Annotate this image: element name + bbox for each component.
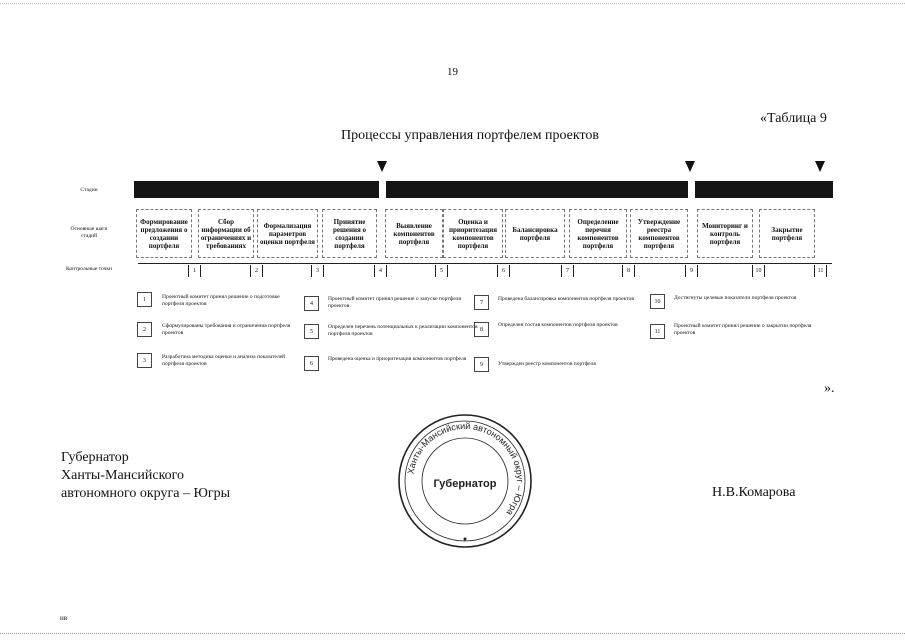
legend-text: Разработана методика оценки и анализа показателей портфеля проектов xyxy=(162,354,286,367)
checkpoint: 11 xyxy=(814,265,827,277)
legend-text: Определен состав компонентов портфеля проектов xyxy=(498,322,618,328)
governor-line: автономного округа – Югры xyxy=(61,486,230,501)
legend-number: 5 xyxy=(304,324,319,339)
gate-marker xyxy=(377,161,387,172)
checkpoint: 7 xyxy=(561,265,574,277)
page-number: 19 xyxy=(447,66,458,78)
legend-text: Достигнуты целевые показатели портфеля проектов xyxy=(674,295,797,301)
gate-marker xyxy=(685,161,695,172)
checkpoint: 2 xyxy=(250,265,263,277)
step-box: Принятие решения о создании портфеля xyxy=(322,209,377,258)
gate-marker xyxy=(815,161,825,172)
step-box: Определение перечня компонентов портфеля xyxy=(569,209,627,258)
checkpoint: 5 xyxy=(435,265,448,277)
closing-quote: ». xyxy=(824,381,835,396)
legend-number: 11 xyxy=(650,324,665,339)
step-box: Формализация параметров оценки портфеля xyxy=(257,209,318,258)
checkpoint: 10 xyxy=(752,265,765,277)
step-box: Выявление компонентов портфеля xyxy=(385,209,443,258)
signer-name: Н.В.Комарова xyxy=(712,485,796,500)
step-box: Закрытие портфеля xyxy=(759,209,815,258)
step-box: Утверждение реестра компонентов портфеля xyxy=(630,209,688,258)
step-box: Балансировка портфеля xyxy=(505,209,565,258)
governor-line: Ханты-Мансийского xyxy=(61,468,185,483)
footer-mark: нв xyxy=(60,614,68,622)
checkpoint-axis xyxy=(138,263,832,264)
official-seal xyxy=(397,413,533,549)
legend-text: Проектный комитет принял решение о запуске портфеля проектов xyxy=(328,296,462,309)
legend-number: 2 xyxy=(137,322,152,337)
legend-number: 3 xyxy=(137,353,152,368)
step-box: Мониторинг и контроль портфеля xyxy=(697,209,753,258)
governor-title xyxy=(61,449,230,503)
scan-edge-bottom xyxy=(0,633,905,634)
legend-text: Проектный комитет принял решение о подготовке портфеля проектов xyxy=(162,294,280,307)
stage-bar-planning xyxy=(386,181,688,198)
checkpoint: 9 xyxy=(685,265,698,277)
checkpoint: 8 xyxy=(622,265,635,277)
governor-line: Губернатор xyxy=(61,450,129,465)
legend-text: Утвержден реестр компонентов портфеля xyxy=(498,361,596,367)
legend-number: 7 xyxy=(474,295,489,310)
row-label-checkpoints: Контрольные точки xyxy=(65,266,112,272)
legend-number: 8 xyxy=(474,322,489,337)
checkpoint: 3 xyxy=(311,265,324,277)
table-reference: «Таблица 9 xyxy=(760,111,827,126)
step-box: Формирование предложения о создании портфеля xyxy=(136,209,192,258)
legend-text: Проведена балансировка компонентов портфеля проектов xyxy=(498,296,634,302)
legend-text: Проектный комитет принял решение о закрытии портфеля проектов xyxy=(674,323,812,336)
legend-text: Проведена оценка и приоритезация компонентов портфеля xyxy=(328,356,467,362)
checkpoint: 1 xyxy=(188,265,201,277)
legend-text: Определен перечень потенциальных к реализации компонентов портфеля проектов xyxy=(328,324,478,337)
stage-bar-execution xyxy=(695,181,833,198)
checkpoint: 4 xyxy=(374,265,387,277)
step-box: Сбор информации об ограничениях и требованиях xyxy=(198,209,254,258)
step-box: Оценка и приоритезация компонентов портфеля xyxy=(443,209,503,258)
table-title: Процессы управления портфелем проектов xyxy=(340,128,600,143)
row-label-stages: Стадии xyxy=(80,187,98,193)
checkpoint: 6 xyxy=(497,265,510,277)
legend-number: 10 xyxy=(650,294,665,309)
legend-number: 9 xyxy=(474,357,489,372)
legend-text: Сформулированы требования и ограничения портфеля проектов xyxy=(162,323,291,336)
stage-bar-initiation xyxy=(134,181,379,198)
seal-center-text: Губернатор xyxy=(433,478,497,490)
seal-ring-text: Ханты-Мансийский автономный округ – Югра xyxy=(405,420,526,518)
legend-number: 6 xyxy=(304,356,319,371)
legend-number: 4 xyxy=(304,296,319,311)
scan-edge-top xyxy=(0,3,905,4)
row-label-steps: Основные шаги стадий xyxy=(70,226,108,239)
legend-number: 1 xyxy=(137,292,152,307)
